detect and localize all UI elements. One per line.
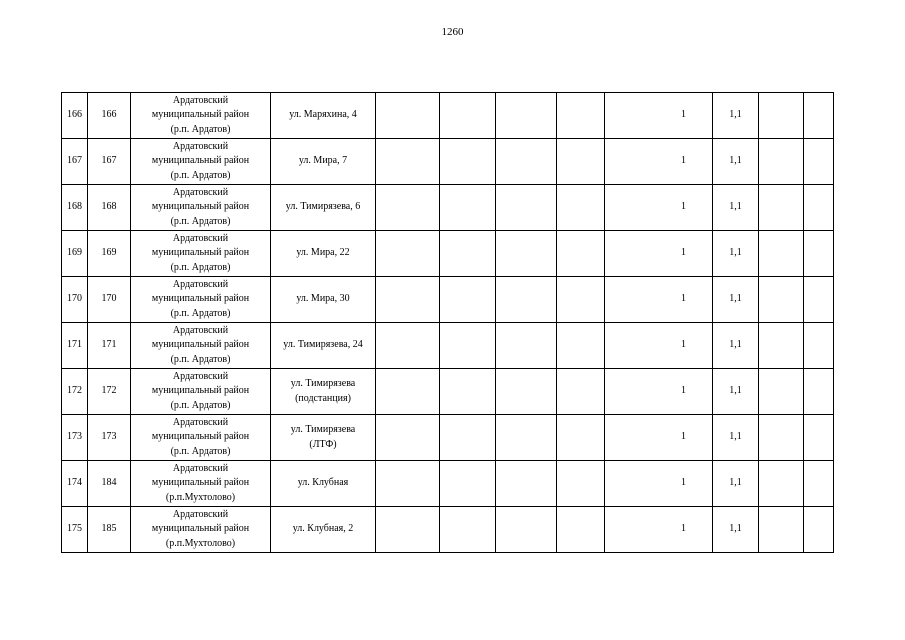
empty-cell (759, 323, 804, 369)
value-cell: 1,1 (713, 139, 759, 185)
empty-cell (496, 323, 557, 369)
address-line: ул. Тимирязева (290, 378, 356, 389)
empty-cell (759, 231, 804, 277)
district-line: (р.п. Ардатов) (170, 445, 231, 457)
address-line: (подстанция) (295, 392, 351, 404)
row-number-cell: 174 (62, 461, 88, 507)
address-line: ул. Тимирязева (290, 424, 356, 435)
district-line: (р.п. Ардатов) (170, 399, 231, 411)
district-line: муниципальный район (151, 431, 250, 443)
district-line: муниципальный район (151, 293, 250, 305)
district-line: (р.п. Ардатов) (170, 261, 231, 273)
empty-cell (759, 507, 804, 553)
empty-cell (376, 507, 440, 553)
district-line: Ардатовский (172, 416, 229, 428)
table-row (62, 277, 834, 323)
registry-table (61, 92, 834, 553)
object-number-cell: 169 (88, 231, 131, 277)
empty-cell (440, 461, 496, 507)
address-cell (271, 231, 376, 277)
address-cell (271, 369, 376, 415)
district-line: муниципальный район (151, 523, 250, 535)
empty-cell (557, 415, 605, 461)
empty-cell (557, 277, 605, 323)
table-row (62, 369, 834, 415)
object-number-cell: 170 (88, 277, 131, 323)
district-line: муниципальный район (151, 339, 250, 351)
empty-cell (557, 461, 605, 507)
district-line: Ардатовский (172, 232, 229, 244)
address-cell (271, 507, 376, 553)
count-cell: 1 (605, 461, 713, 507)
empty-cell (804, 277, 834, 323)
district-cell (131, 277, 271, 323)
empty-cell (440, 185, 496, 231)
empty-cell (376, 231, 440, 277)
district-line: муниципальный район (151, 109, 250, 121)
district-line: муниципальный район (151, 247, 250, 259)
empty-cell (557, 139, 605, 185)
empty-cell (557, 231, 605, 277)
district-cell (131, 323, 271, 369)
empty-cell (759, 93, 804, 139)
empty-cell (496, 93, 557, 139)
address-cell (271, 323, 376, 369)
district-line: (р.п.Мухтолово) (165, 491, 236, 503)
district-line: муниципальный район (151, 155, 250, 167)
empty-cell (496, 507, 557, 553)
empty-cell (557, 185, 605, 231)
empty-cell (496, 461, 557, 507)
address-line: ул. Тимирязева, 6 (285, 201, 361, 213)
district-line: Ардатовский (172, 278, 229, 290)
empty-cell (557, 369, 605, 415)
address-line: ул. Мира, 30 (296, 293, 350, 305)
empty-cell (376, 185, 440, 231)
empty-cell (557, 93, 605, 139)
row-number-cell: 173 (62, 415, 88, 461)
empty-cell (440, 323, 496, 369)
empty-cell (496, 139, 557, 185)
empty-cell (496, 277, 557, 323)
empty-cell (440, 277, 496, 323)
address-line: ул. Мира, 22 (296, 247, 350, 259)
object-number-cell: 167 (88, 139, 131, 185)
empty-cell (440, 231, 496, 277)
empty-cell (376, 139, 440, 185)
district-cell (131, 415, 271, 461)
empty-cell (376, 323, 440, 369)
value-cell: 1,1 (713, 93, 759, 139)
district-line: (р.п.Мухтолово) (165, 537, 236, 549)
empty-cell (376, 415, 440, 461)
district-line: муниципальный район (151, 385, 250, 397)
empty-cell (804, 507, 834, 553)
table-row (62, 415, 834, 461)
empty-cell (804, 231, 834, 277)
empty-cell (804, 93, 834, 139)
empty-cell (376, 93, 440, 139)
table-row (62, 139, 834, 185)
empty-cell (376, 461, 440, 507)
district-line: Ардатовский (172, 370, 229, 382)
object-number-cell: 166 (88, 93, 131, 139)
empty-cell (759, 415, 804, 461)
count-cell: 1 (605, 139, 713, 185)
empty-cell (759, 369, 804, 415)
row-number-cell: 169 (62, 231, 88, 277)
district-cell (131, 93, 271, 139)
empty-cell (440, 507, 496, 553)
row-number-cell: 170 (62, 277, 88, 323)
district-line: (р.п. Ардатов) (170, 215, 231, 227)
count-cell: 1 (605, 93, 713, 139)
table-row (62, 323, 834, 369)
row-number-cell: 175 (62, 507, 88, 553)
count-cell: 1 (605, 185, 713, 231)
empty-cell (376, 369, 440, 415)
empty-cell (804, 461, 834, 507)
district-line: (р.п. Ардатов) (170, 307, 231, 319)
value-cell: 1,1 (713, 231, 759, 277)
district-cell (131, 139, 271, 185)
page-number: 1260 (441, 26, 464, 38)
empty-cell (759, 277, 804, 323)
district-cell (131, 507, 271, 553)
empty-cell (804, 369, 834, 415)
object-number-cell: 168 (88, 185, 131, 231)
object-number-cell: 185 (88, 507, 131, 553)
table-row (62, 461, 834, 507)
value-cell: 1,1 (713, 369, 759, 415)
district-line: (р.п. Ардатов) (170, 123, 231, 135)
district-line: Ардатовский (172, 508, 229, 520)
empty-cell (496, 415, 557, 461)
empty-cell (376, 277, 440, 323)
empty-cell (804, 415, 834, 461)
address-cell (271, 185, 376, 231)
address-line: ул. Клубная, 2 (292, 523, 354, 535)
district-line: Ардатовский (172, 186, 229, 198)
object-number-cell: 171 (88, 323, 131, 369)
count-cell: 1 (605, 415, 713, 461)
address-line: ул. Тимирязева, 24 (283, 339, 363, 351)
district-line: Ардатовский (172, 94, 229, 106)
district-line: муниципальный район (151, 477, 250, 489)
value-cell: 1,1 (713, 415, 759, 461)
count-cell: 1 (605, 323, 713, 369)
district-cell (131, 369, 271, 415)
row-number-cell: 168 (62, 185, 88, 231)
address-cell (271, 461, 376, 507)
count-cell: 1 (605, 277, 713, 323)
empty-cell (804, 139, 834, 185)
empty-cell (557, 323, 605, 369)
value-cell: 1,1 (713, 507, 759, 553)
empty-cell (440, 369, 496, 415)
table-row (62, 93, 834, 139)
table-row (62, 185, 834, 231)
object-number-cell: 184 (88, 461, 131, 507)
address-cell (271, 139, 376, 185)
district-line: Ардатовский (172, 140, 229, 152)
empty-cell (496, 369, 557, 415)
value-cell: 1,1 (713, 185, 759, 231)
empty-cell (440, 415, 496, 461)
empty-cell (557, 507, 605, 553)
district-line: муниципальный район (151, 201, 250, 213)
empty-cell (496, 185, 557, 231)
district-cell (131, 185, 271, 231)
address-line: ул. Маряхина, 4 (289, 109, 357, 121)
empty-cell (804, 185, 834, 231)
value-cell: 1,1 (713, 277, 759, 323)
empty-cell (440, 93, 496, 139)
address-line: (ЛТФ) (309, 438, 337, 450)
count-cell: 1 (605, 507, 713, 553)
address-cell (271, 415, 376, 461)
address-cell (271, 93, 376, 139)
table-row (62, 507, 834, 553)
object-number-cell: 173 (88, 415, 131, 461)
district-line: (р.п. Ардатов) (170, 353, 231, 365)
object-number-cell: 172 (88, 369, 131, 415)
empty-cell (759, 461, 804, 507)
district-cell (131, 231, 271, 277)
table-row (62, 231, 834, 277)
value-cell: 1,1 (713, 323, 759, 369)
row-number-cell: 171 (62, 323, 88, 369)
district-cell (131, 461, 271, 507)
empty-cell (759, 185, 804, 231)
row-number-cell: 167 (62, 139, 88, 185)
value-cell: 1,1 (713, 461, 759, 507)
row-number-cell: 166 (62, 93, 88, 139)
empty-cell (804, 323, 834, 369)
row-number-cell: 172 (62, 369, 88, 415)
address-cell (271, 277, 376, 323)
district-line: (р.п. Ардатов) (170, 169, 231, 181)
district-line: Ардатовский (172, 462, 229, 474)
count-cell: 1 (605, 369, 713, 415)
district-line: Ардатовский (172, 324, 229, 336)
count-cell: 1 (605, 231, 713, 277)
empty-cell (496, 231, 557, 277)
address-line: ул. Мира, 7 (298, 155, 348, 167)
empty-cell (759, 139, 804, 185)
address-line: ул. Клубная (297, 477, 349, 489)
empty-cell (440, 139, 496, 185)
